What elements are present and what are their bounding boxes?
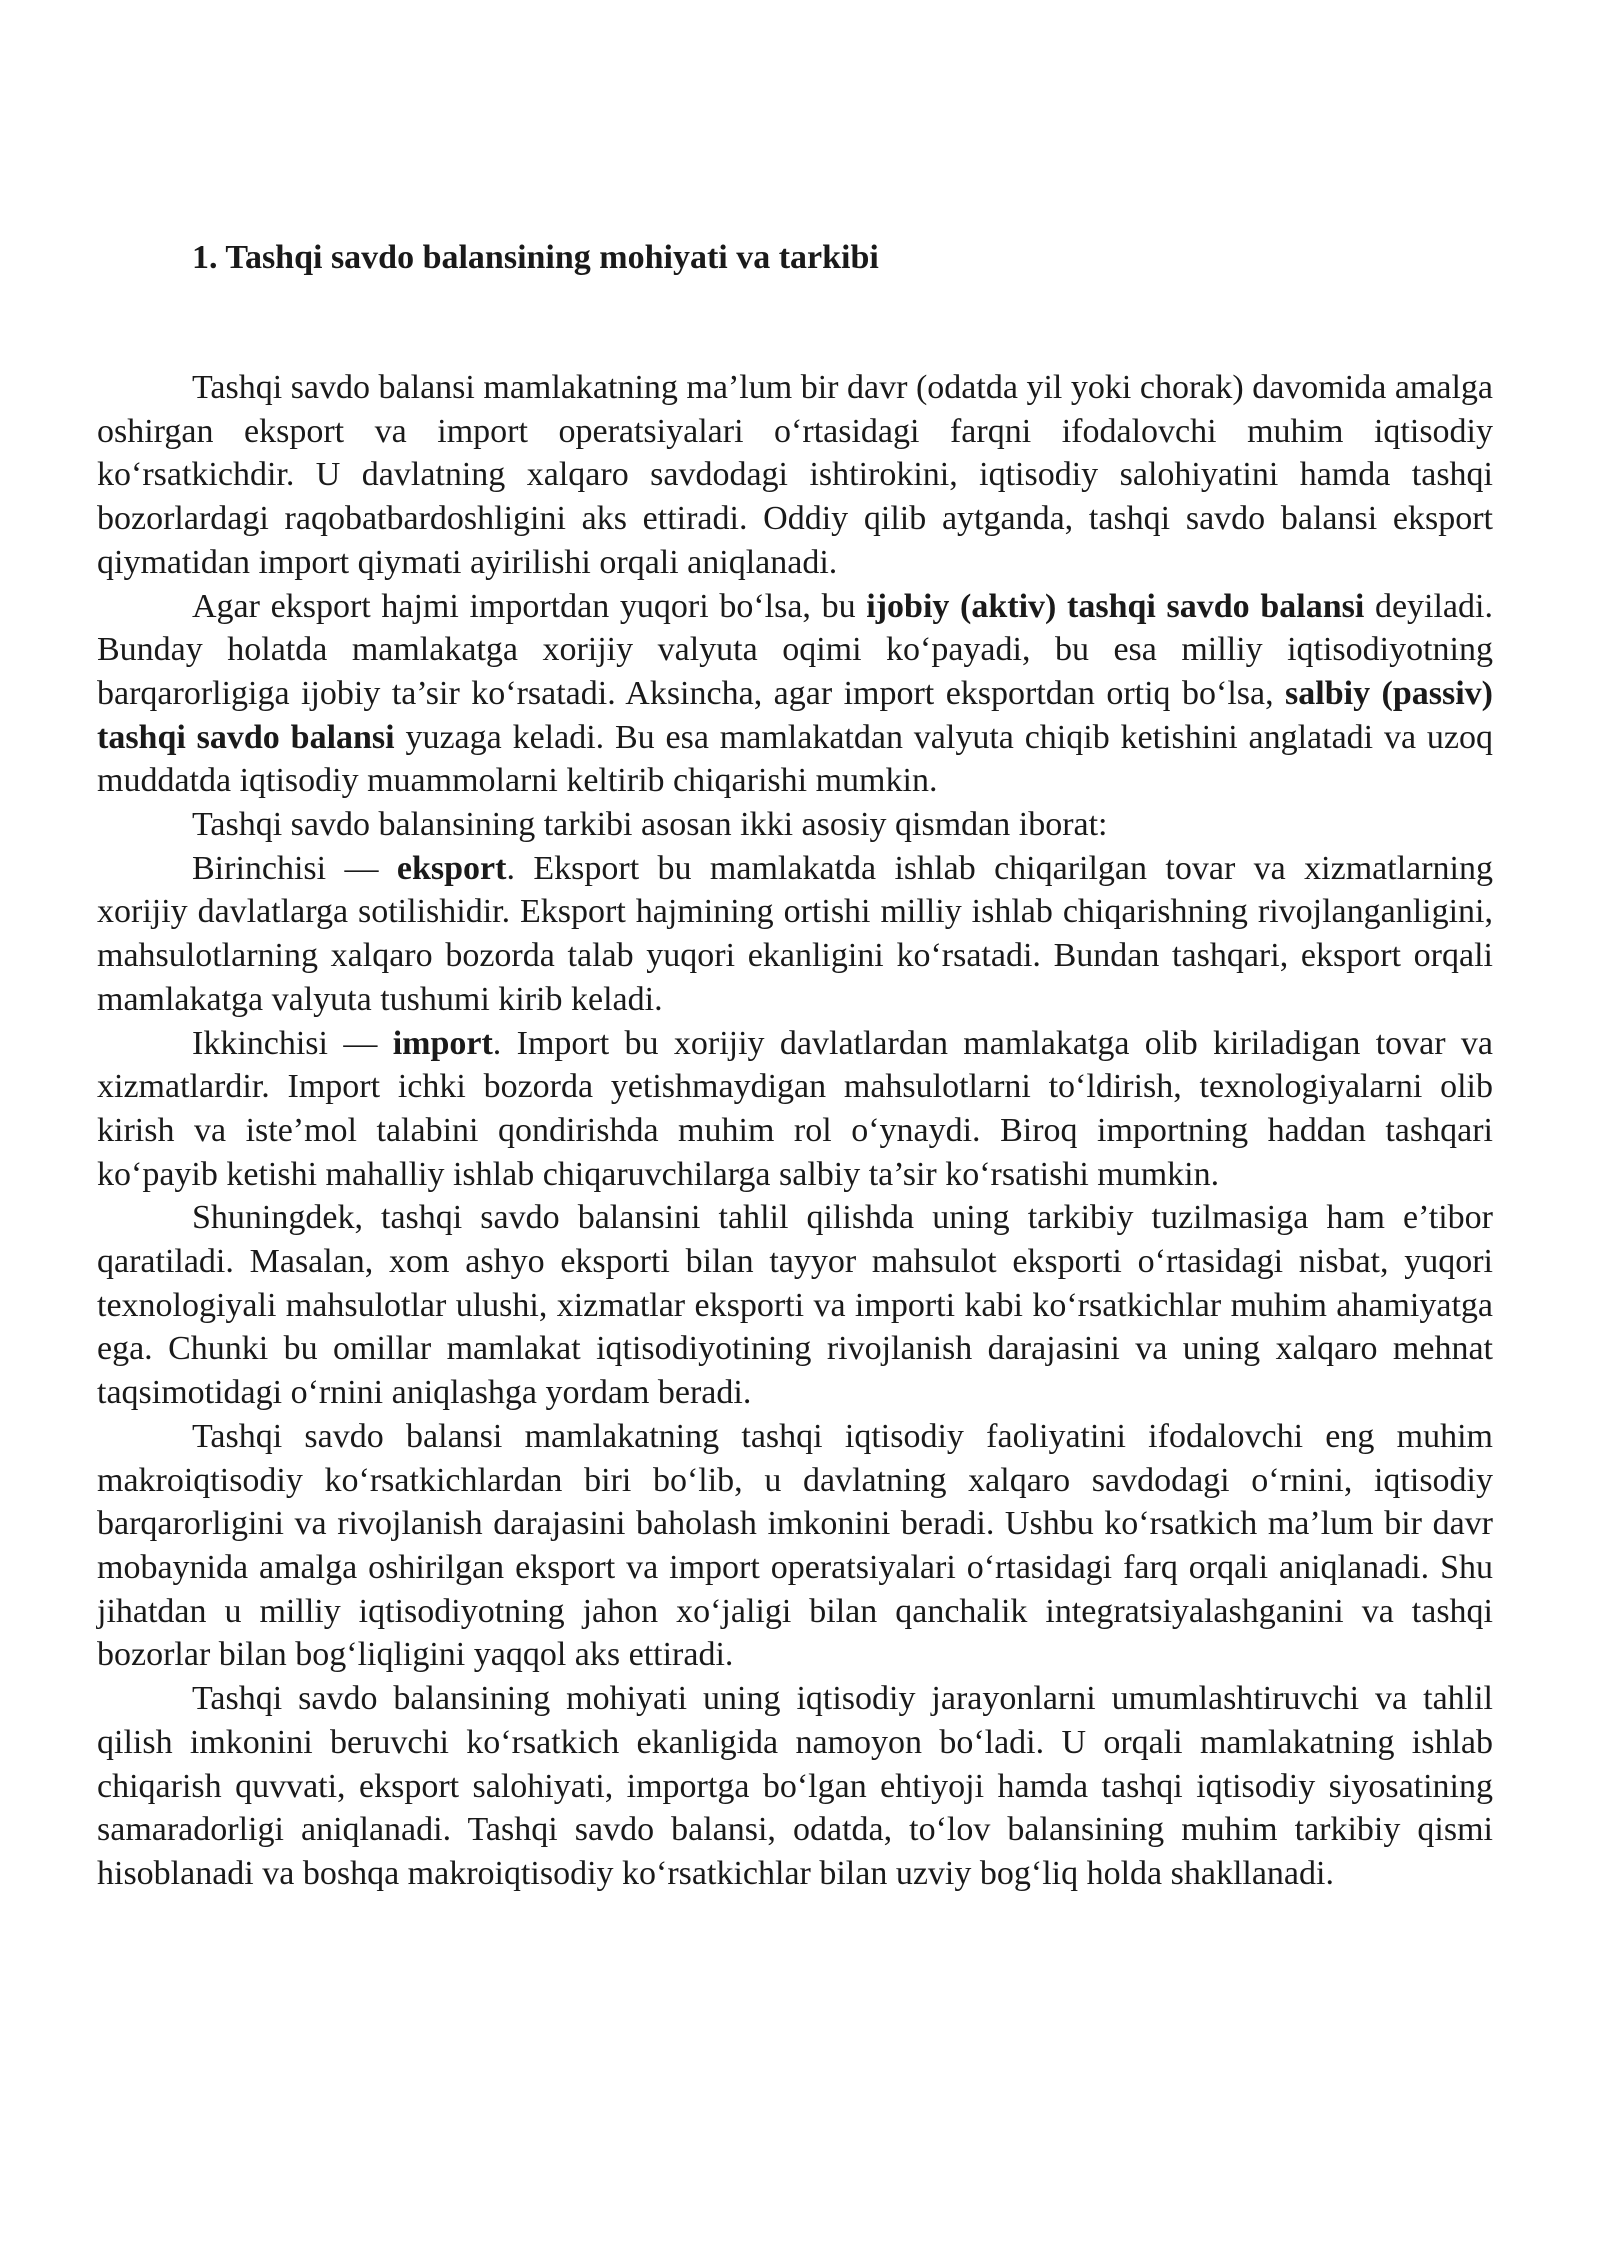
paragraph-import — [97, 1022, 1493, 1197]
paragraph-text: . Import bu xorijiy davlatlardan mamlakatga olib kiriladigan tovar va xizmatlardir. Import ichki bozorda yetishmaydigan mahsulotlarni to‘ldirish, texnologiyalarni olib kirish va iste’mol talabini qondirishda muhim rol o‘ynaydi. Biroq importning haddan tashqari ko‘payib ketishi mahalliy ishlab chiqaruvchilarga salbiy ta’sir ko‘rsatishi mumkin. — [97, 1024, 1493, 1193]
paragraph-text: Ikkinchisi — — [192, 1024, 393, 1062]
paragraph-text: yuzaga keladi. Bu esa mamlakatdan valyuta chiqib ketishini anglatadi va uzoq muddatda iqtisodiy muammolarni keltirib chiqarishi mumkin. — [97, 718, 1494, 800]
paragraph-export — [97, 847, 1493, 1022]
term-export: eksport — [396, 849, 507, 887]
term-import: import — [392, 1024, 493, 1062]
paragraph-text: . Eksport bu mamlakatda ishlab chiqarilgan tovar va xizmatlarning xorijiy davlatlarga sotilishidir. Eksport hajmining ortishi milliy ishlab chiqarishning rivojlanganligini, mahsulotlarning xalqaro bozorda talab yuqori ekanligini ko‘rsatadi. Bundan tashqari, eksport orqali mamlakatga valyuta tushumi kirib keladi. — [97, 849, 1493, 1018]
paragraph-balance-types — [97, 585, 1493, 804]
paragraph-text: Birinchisi — — [192, 849, 397, 887]
paragraph-text: deyiladi. Bunday holatda mamlakatga xorijiy valyuta oqimi ko‘payadi, bu esa milliy iqtisodiyotning barqarorligiga ijobiy ta’sir ko‘rsatadi. Aksincha, agar import eksportdan ortiq bo‘lsa, — [97, 587, 1493, 712]
paragraph-macro-indicator: Tashqi savdo balansi mamlakatning tashqi iqtisodiy faoliyatini ifodalovchi eng muhim makroiqtisodiy ko‘rsatkichlardan biri bo‘lib, u davlatning xalqaro savdodagi o‘rnini, iqtisodiy barqarorligini va rivojlanish darajasini baholash imkonini beradi. Ushbu ko‘rsatkich ma’lum bir davr mobaynida amalga oshirilgan eksport va import operatsiyalari o‘rtasidagi farq orqali aniqlanadi. Shu jihatdan u milliy iqtisodiyotning jahon xo‘jaligi bilan qanchalik integratsiyalashganini va tashqi bozorlar bilan bog‘liqligini yaqqol aks ettiradi. — [97, 1417, 1493, 1674]
paragraph-text: Agar eksport hajmi importdan yuqori bo‘lsa, bu — [192, 587, 867, 625]
section-heading: 1. Tashqi savdo balansining mohiyati va tarkibi — [192, 239, 879, 276]
paragraph-definition: Tashqi savdo balansi mamlakatning ma’lum bir davr (odatda yil yoki chorak) davomida amalga oshirgan eksport va import operatsiyalari o‘rtasidagi farqni ifodalovchi muhim iqtisodiy ko‘rsatkichdir. U davlatning xalqaro savdodagi ishtirokini, iqtisodiy salohiyatini hamda tashqi bozorlardagi raqobatbardoshligini aks ettiradi. Oddiy qilib aytganda, tashqi savdo balansi eksport qiymatidan import qiymati ayirilishi orqali aniqlanadi. — [97, 369, 1493, 581]
paragraph-structural-analysis: Shuningdek, tashqi savdo balansini tahlil qilishda uning tarkibiy tuzilmasiga ham e’tibor qaratiladi. Masalan, xom ashyo eksporti bilan tayyor mahsulot eksporti o‘rtasidagi nisbat, yuqori texnologiyali mahsulotlar ulushi, xizmatlar eksporti va importi kabi ko‘rsatkichlar muhim ahamiyatga ega. Chunki bu omillar mamlakat iqtisodiyotining rivojlanish darajasini va uning xalqaro mehnat taqsimotidagi o‘rnini aniqlashga yordam beradi. — [97, 1199, 1493, 1412]
paragraph-essence: Tashqi savdo balansining mohiyati uning iqtisodiy jarayonlarni umumlashtiruvchi va tahlil qilish imkonini beruvchi ko‘rsatkich ekanligida namoyon bo‘ladi. U orqali mamlakatning ishlab chiqarish quvvati, eksport salohiyati, importga bo‘lgan ehtiyoji hamda tashqi iqtisodiy siyosatining samaradorligi aniqlanadi. Tashqi savdo balansi, odatda, to‘lov balansining muhim tarkibiy qismi hisoblanadi va boshqa makroiqtisodiy ko‘rsatkichlar bilan uzviy bog‘liq holda shakllanadi. — [97, 1680, 1493, 1892]
term-positive-balance: ijobiy (aktiv) tashqi savdo balansi — [866, 587, 1365, 625]
paragraph-structure-intro: Tashqi savdo balansining tarkibi asosan ikki asosiy qismdan iborat: — [192, 806, 1108, 844]
document-body — [97, 366, 1493, 1896]
term-negative-balance: salbiy (passiv) tashqi savdo balansi — [97, 674, 1493, 756]
